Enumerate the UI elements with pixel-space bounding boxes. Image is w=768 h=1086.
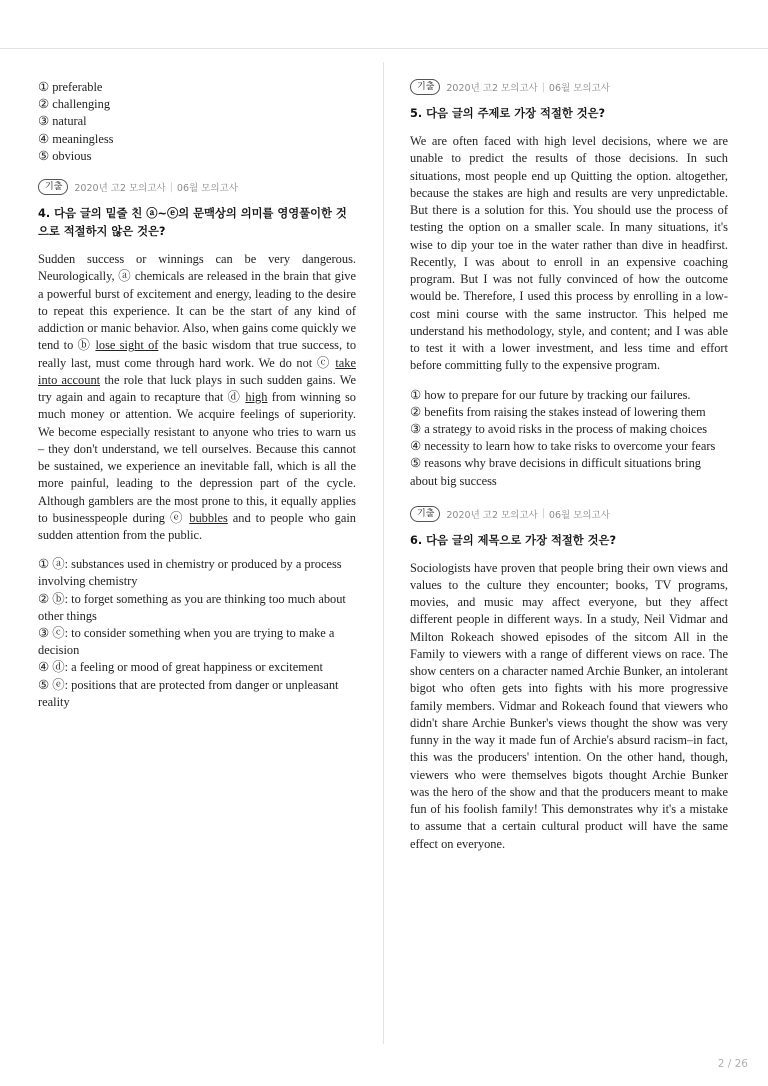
q4-passage: Sudden success or winnings can be very dangerous. Neurologically, ⓐ chemicals are released in the brain that give a powerful burst of excitement and energy, leading to the desire to repeat this experience. It can be the start of any kind of addiction or manic behavior. Also, when gains come quickly we tend to ⓑ lose sight of the basic wisdom that true success, to really last, must come through hard work. We do not ⓒ take into account the role that luck plays in such sudden gains. We try again and again to recapture that ⓓ high from winning so much money or attention. We acquire feelings of superiority. We become especially resistant to anyone who tries to warn us – they don't understand, we tell ourselves. Because this cannot be sustained, we experience an inevitable fall, which is all the more painful, leading to the depression part of the cycle. Although gamblers are the most prone to this, it equally applies to businesspeople during ⓔ bubbles and to people who gain sudden attention from the public. [38, 252, 357, 543]
q4-option-3: ③ ⓒ: to consider something when you are trying to make a decision [38, 626, 335, 658]
q6-source-tag [410, 506, 728, 522]
q4-options [38, 556, 356, 711]
tag-separator: | [541, 508, 545, 520]
option-5: ⑤ obvious [38, 148, 92, 163]
left-column [38, 79, 356, 711]
past-exam-badge: 기출 [38, 179, 68, 195]
q5-option-1: ① how to prepare for our future by tracking our failures. [410, 387, 691, 402]
page-number: 2 / 26 [717, 1058, 748, 1070]
q4-source-tag [38, 179, 356, 195]
q5-option-5: ⑤ reasons why brave decisions in difficult situations bring about big success [410, 456, 701, 488]
right-column [410, 79, 728, 865]
q5-options [410, 387, 728, 490]
q5-option-4: ④ necessity to learn how to take risks to overcome your fears [410, 439, 716, 454]
q5-option-3: ③ a strategy to avoid risks in the process of making choices [410, 421, 708, 436]
option-1: ① preferable [38, 80, 103, 94]
past-exam-badge: 기출 [410, 79, 440, 95]
header-divider [0, 48, 768, 49]
exam-month: 06월 모의고사 [176, 183, 238, 195]
underline-e: bubbles [189, 510, 228, 525]
tag-separator: | [541, 81, 545, 93]
q6-passage: Sociologists have proven that people bring their own views and values to the culture they encounter; books, TV programs, movies, and music may affect everyone, but they affect different people in different ways. In a study, Neil Vidmar and Milton Rokeach showed episodes of the sitcom All in the Family to viewers with a range of different views on race. The show centers on a character named Archie Bunker, an intolerant bigot who often gets into fights with his more progressive family members. Vidmar and Rokeach found that viewers who didn't share Archie Bunker's views thought the show was very funny in the way it made fun of Archie's absurd racism–in fact, this was the producers' intention. On the other hand, though, viewers who were themselves bigots thought Archie Bunker was the hero of the show and that the producers meant to make fun of his foolish family! This demonstrates why it's a mistake to assume that a certain cultural product will have the same effect on everyone. [410, 560, 728, 851]
q4-option-5: ⑤ ⓔ: positions that are protected from danger or unpleasant reality [38, 677, 339, 709]
underline-d: high [245, 390, 268, 405]
column-divider [383, 62, 384, 1044]
past-exam-badge: 기출 [410, 506, 440, 522]
underline-c: take into account [38, 355, 356, 387]
tag-separator: | [169, 181, 173, 193]
exam-year: 2020년 고2 모의고사 [446, 509, 538, 521]
q4-option-1: ① ⓐ: substances used in chemistry or produced by a process involving chemistry [38, 557, 342, 589]
option-3: ③ natural [38, 114, 87, 129]
exam-month: 06월 모의고사 [548, 509, 610, 521]
option-2: ② challenging [38, 97, 111, 112]
q4-option-2: ② ⓑ: to forget something as you are thinking too much about other things [38, 591, 346, 623]
exam-year: 2020년 고2 모의고사 [446, 83, 538, 94]
previous-question-options [38, 79, 356, 165]
q5-passage: We are often faced with high level decisions, where we are unable to predict the results of those decisions. In such situations, most people end up Quitting the option. altogether, because the stakes are high and results are very unpredictable. But there is a solution for this. You should use the process of testing the option on a smaller scale. In many situations, it's wise to dip your toe in the water rather than dive in headfirst. Recently, I was about to enroll in an expensive coaching program. But I was not fully convinced of how the outcome would be. Therefore, I used this process by enrolling in a low-cost mini course with the same instructor. This helped me understand his methodology, style, and content; and I was able to test it with a lower investment, and less time and effort before committing fully to the expensive program. [410, 134, 728, 373]
q4-option-4: ④ ⓓ: a feeling or mood of great happiness or excitement [38, 660, 323, 675]
q5-source-tag [410, 79, 728, 95]
q5-title: 5. 다음 글의 주제로 가장 적절한 것은? [410, 107, 606, 120]
underline-b: lose sight of [95, 338, 159, 353]
q4-title: 4. 다음 글의 밑줄 친 ⓐ~ⓔ의 문맥상의 의미를 영영풀이한 것으로 적절하지 않은 것은? [38, 207, 347, 239]
q6-title: 6. 다음 글의 제목으로 가장 적절한 것은? [410, 533, 616, 547]
exam-year: 2020년 고2 모의고사 [74, 183, 166, 195]
q5-option-2: ② benefits from raising the stakes instead of lowering them [410, 404, 706, 419]
option-4: ④ meaningless [38, 131, 114, 146]
exam-month: 06월 모의고사 [548, 83, 610, 94]
